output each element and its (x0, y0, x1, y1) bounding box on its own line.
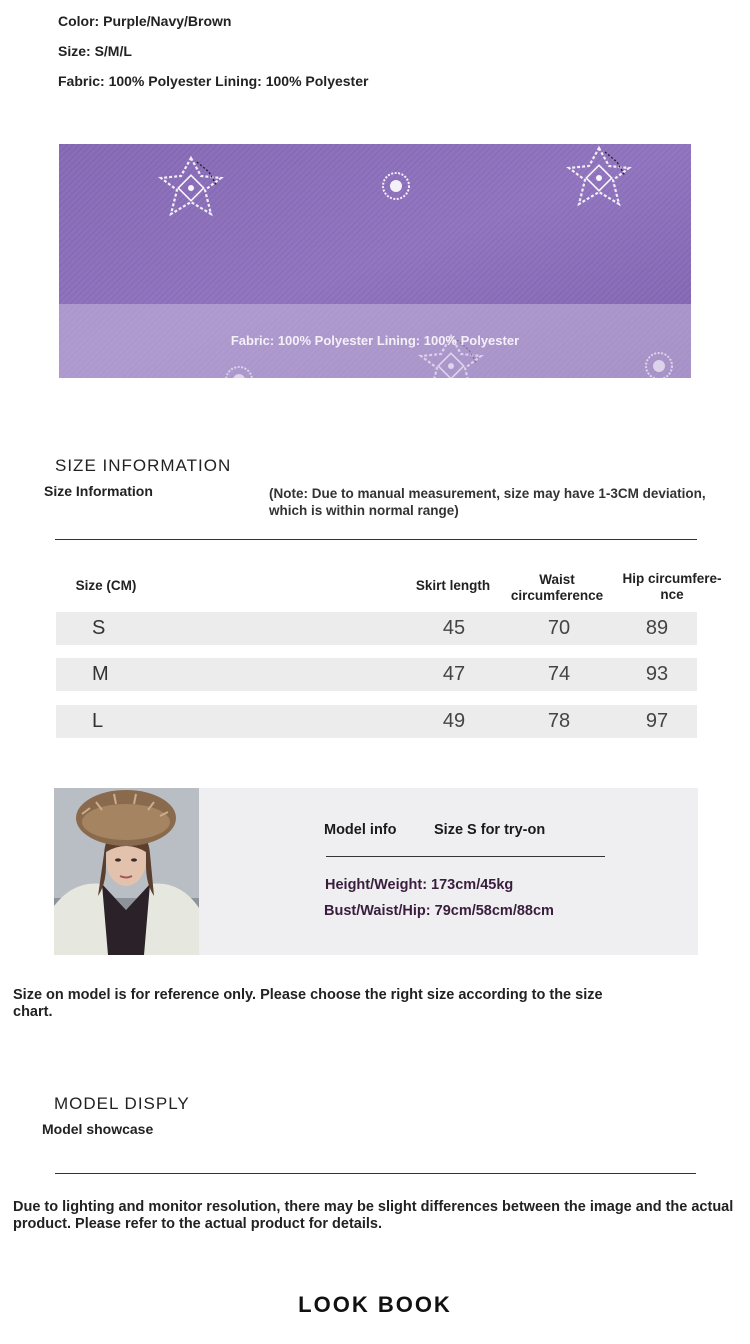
look-book-title: LOOK BOOK (298, 1292, 452, 1317)
model-info-panel (54, 788, 698, 955)
measurement-note-line2: which is within normal range) (269, 503, 459, 518)
fabric-swatch-image (59, 144, 691, 378)
header-hip (614, 571, 730, 603)
model-height-weight: Height/Weight: 173cm/45kg (325, 877, 514, 893)
header-waist-line2: circumference (510, 588, 604, 603)
size-info-subtitle: Size Information (44, 483, 153, 499)
model-display-divider (55, 1173, 696, 1174)
header-skirt-length: Skirt length (415, 578, 491, 593)
table-row (56, 705, 697, 738)
row-size: L (92, 710, 104, 732)
model-display-title: MODEL DISPLY (54, 1094, 190, 1113)
row-hip: 89 (645, 617, 669, 639)
spec-fabric: Fabric: 100% Polyester Lining: 100% Polyester (58, 73, 369, 89)
row-size: M (92, 663, 109, 685)
table-row (56, 612, 697, 645)
swatch-caption: Fabric: 100% Polyester Lining: 100% Polyester (230, 333, 520, 348)
model-photo-illustration (54, 788, 199, 955)
row-hip: 93 (645, 663, 669, 685)
row-skirt-length: 45 (442, 617, 466, 639)
model-measurements: Bust/Waist/Hip: 79cm/58cm/88cm (324, 903, 554, 919)
size-disclaimer-line2: chart. (13, 1004, 53, 1020)
size-info-title: SIZE INFORMATION (55, 456, 232, 475)
row-size: S (92, 617, 106, 639)
lighting-note (13, 1199, 743, 1233)
measurement-note-line1: (Note: Due to manual measurement, size may have 1-3CM deviation, (269, 486, 706, 501)
row-hip: 97 (645, 710, 669, 732)
measurement-note (269, 485, 744, 519)
header-waist-line1: Waist (539, 572, 575, 587)
row-waist: 70 (547, 617, 571, 639)
row-waist: 74 (547, 663, 571, 685)
lighting-note-line1: Due to lighting and monitor resolution, there may be slight differences between the image and the actual (13, 1199, 734, 1215)
spec-size: Size: S/M/L (58, 43, 132, 59)
model-info-divider (326, 856, 605, 857)
size-disclaimer (13, 987, 633, 1021)
model-photo (54, 788, 199, 955)
size-info-divider (55, 539, 697, 540)
lighting-note-line2: product. Please refer to the actual product for details. (13, 1216, 383, 1232)
size-disclaimer-line1: Size on model is for reference only. Please choose the right size according to the size (13, 987, 603, 1003)
header-waist (505, 572, 609, 604)
row-waist: 78 (547, 710, 571, 732)
row-skirt-length: 47 (442, 663, 466, 685)
row-skirt-length: 49 (442, 710, 466, 732)
table-row (56, 658, 697, 691)
header-hip-line2: nce (660, 587, 684, 602)
model-info-label: Model info (324, 822, 397, 838)
model-display-subtitle: Model showcase (42, 1121, 154, 1137)
model-size-tried: Size S for try-on (434, 822, 546, 838)
spec-color: Color: Purple/Navy/Brown (58, 13, 232, 29)
header-hip-line1: Hip circumfere- (622, 571, 722, 586)
header-size: Size (CM) (75, 578, 137, 593)
